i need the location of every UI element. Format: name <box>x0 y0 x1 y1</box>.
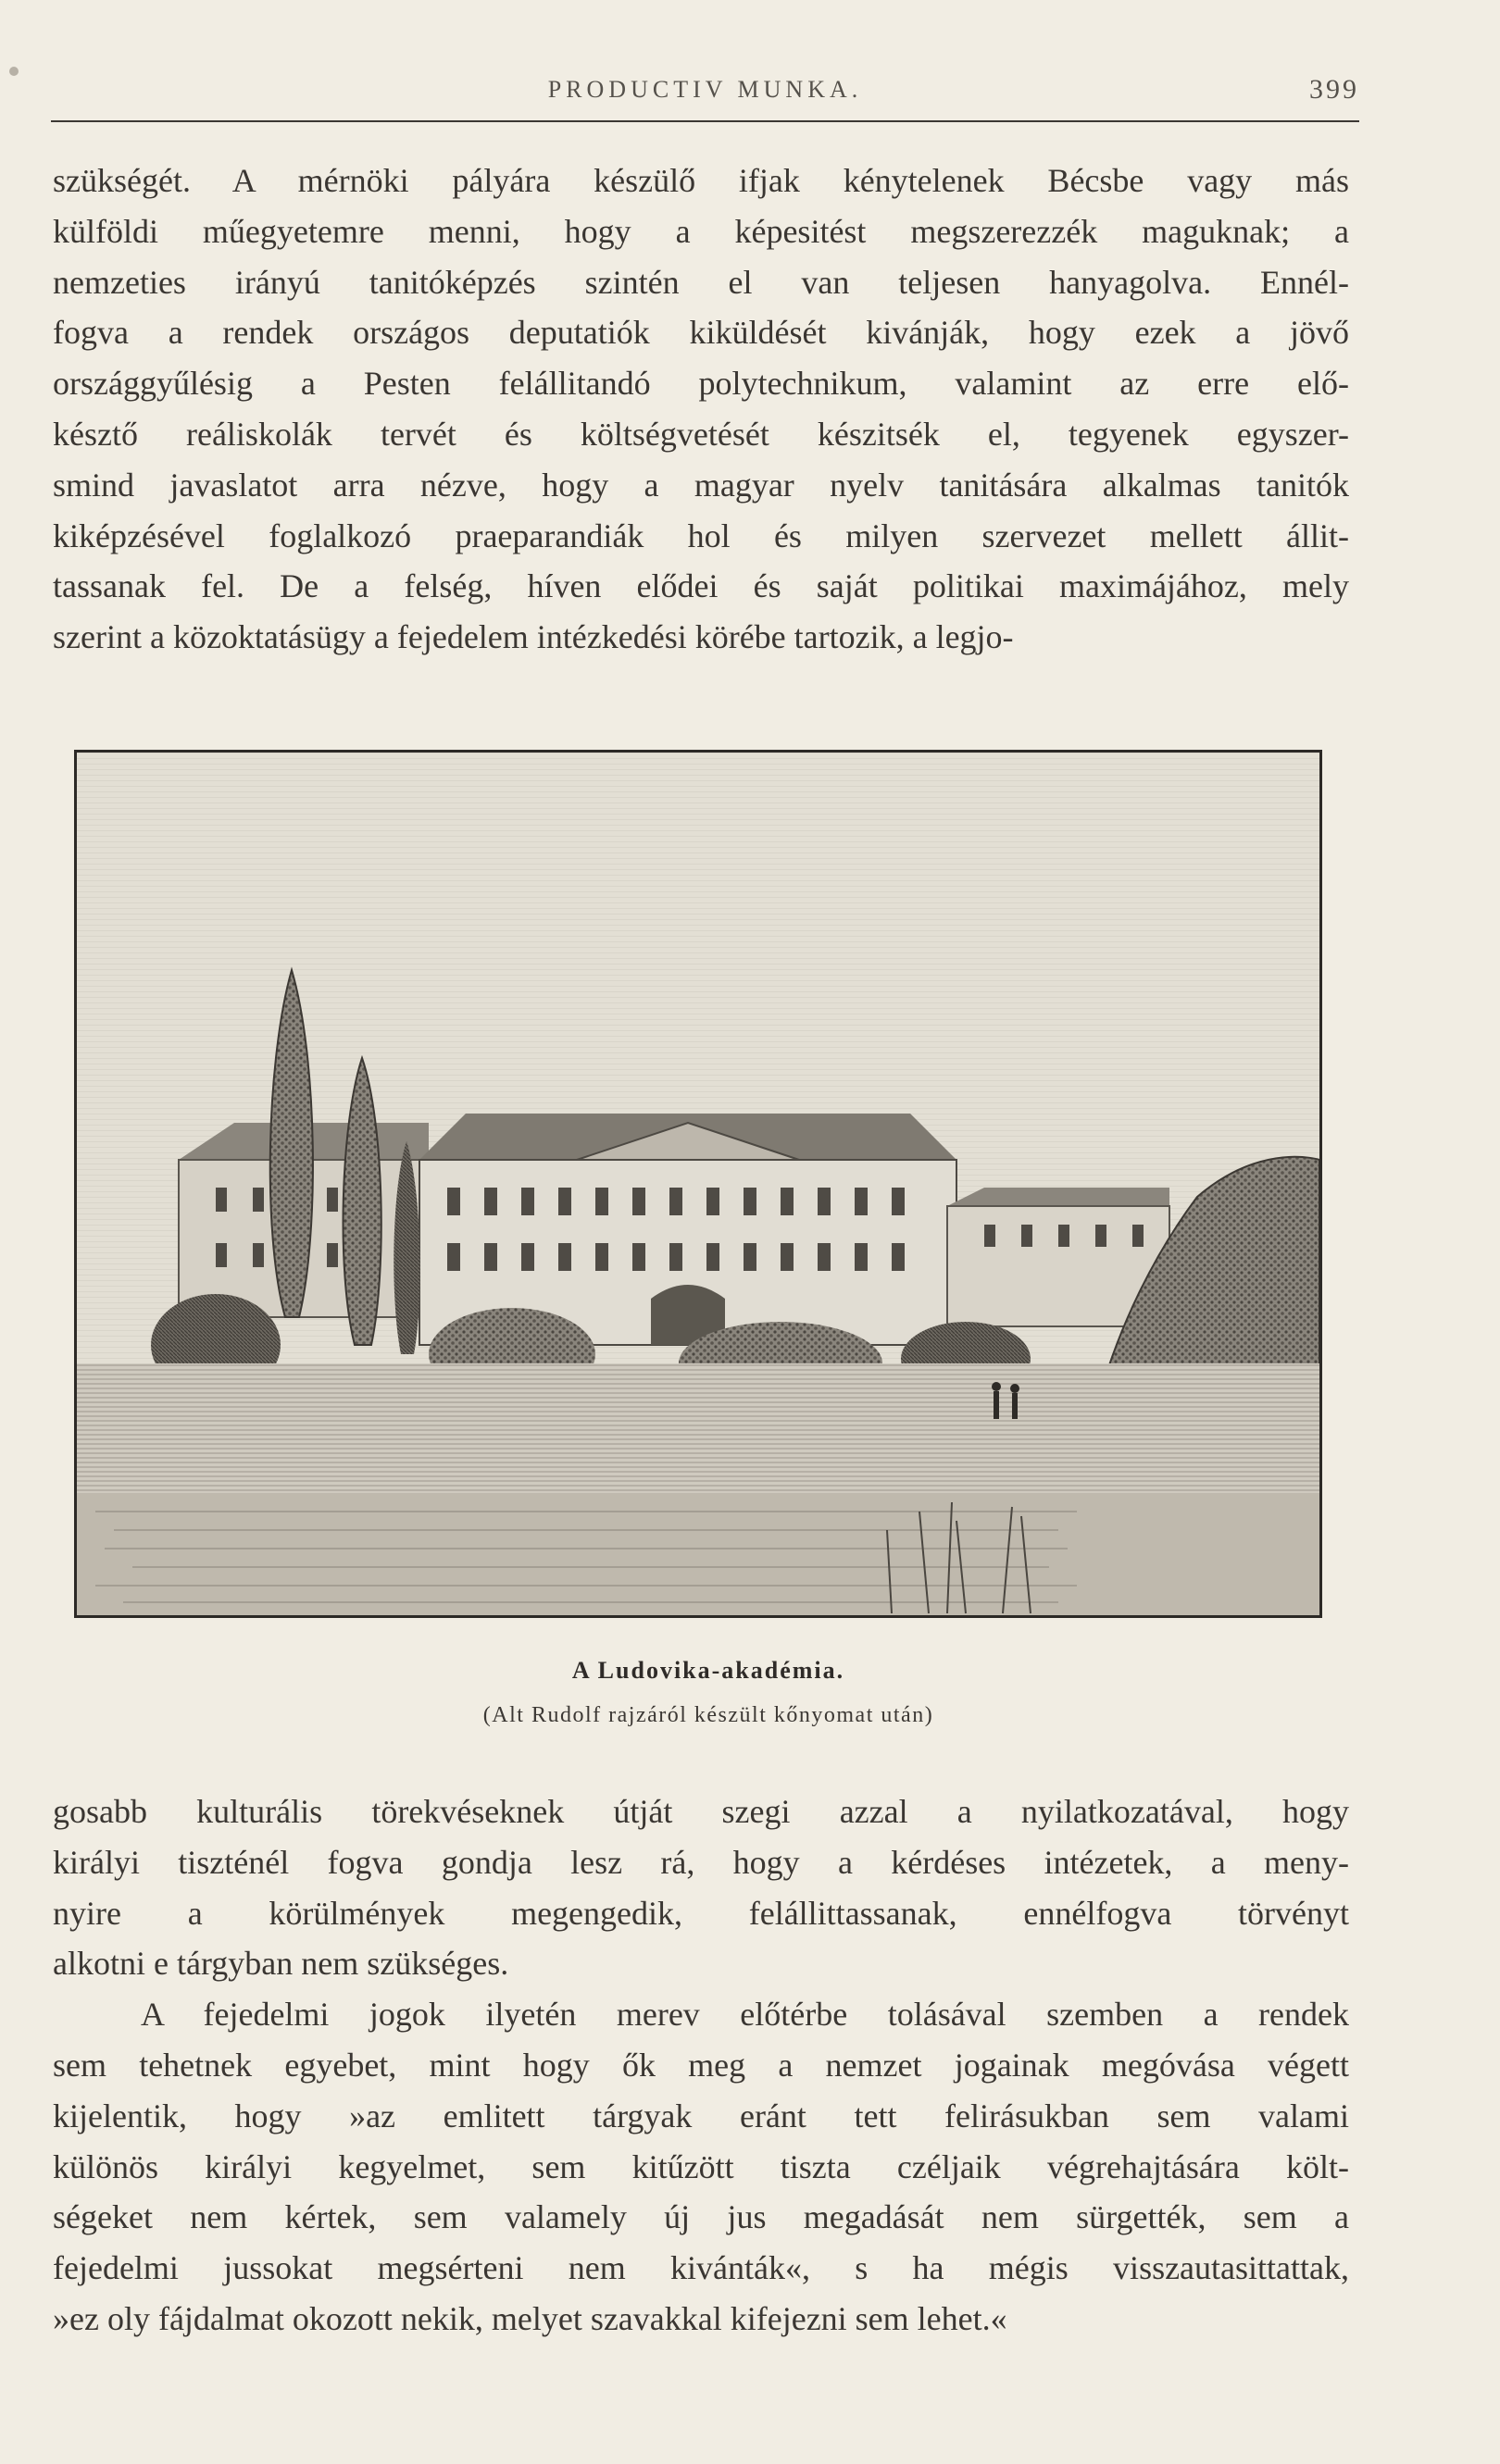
lawn <box>77 1363 1319 1512</box>
text-line: késztő reáliskolák tervét és költségvetését készitsék el, tegyenek egyszer- <box>53 415 1349 453</box>
text-line: különös királyi kegyelmet, sem kitűzött tiszta czéljaik végrehajtására költ- <box>53 2147 1349 2185</box>
text-line: nyire a körülmények megengedik, felállittassanak, ennélfogva törvényt <box>53 1894 1349 1932</box>
text-line: kijelentik, hogy »az emlitett tárgyak eránt tett felirásukban sem valami <box>53 2097 1349 2134</box>
text-line: külföldi műegyetemre menni, hogy a képesitést megszerezzék maguknak; a <box>53 212 1349 250</box>
text-line: smind javaslatot arra nézve, hogy a magyar nyelv tanitására alkalmas tanitók <box>53 466 1349 504</box>
page-number: 399 <box>1309 74 1359 105</box>
text-line: ségeket nem kértek, sem valamely új jus megadását nem sürgették, sem a <box>53 2198 1349 2236</box>
text-line: fogva a rendek országos deputatiók kiküldését kivánják, hogy ezek a jövő <box>53 314 1349 352</box>
engraving-illustration <box>77 753 1319 1615</box>
engraving-ludovika-academy <box>74 750 1322 1618</box>
text-line: országgyűlésig a Pesten felállitandó polytechnikum, valamint az erre elő- <box>53 365 1349 403</box>
figure-caption-title: A Ludovika-akadémia. <box>571 1657 845 1684</box>
figure-caption-credit: (Alt Rudolf rajzáról készült kőnyomat után) <box>482 1703 934 1727</box>
running-title: PRODUCTIV MUNKA. <box>547 76 863 103</box>
text-line: gosabb kulturális törekvéseknek útját szegi azzal a nyilatkozatával, hogy <box>53 1793 1349 1830</box>
text-line: szükségét. A mérnöki pályára készülő ifjak kénytelenek Bécsbe vagy más <box>53 162 1349 199</box>
text-line: nemzeties irányú tanitóképzés szintén el van teljesen hanyagolva. Ennél- <box>53 263 1349 301</box>
text-block-top <box>53 156 1349 663</box>
text-line: kiképzésével foglalkozó praeparandiák hol és milyen szervezet mellett állit- <box>53 516 1349 554</box>
text-line: szerint a közoktatásügy a fejedelem intézkedési körébe tartozik, a legjo- <box>53 618 1014 656</box>
text-block-bottom <box>53 1786 1349 2345</box>
text-line: alkotni e tárgyban nem szükséges. <box>53 1945 509 1983</box>
running-header <box>51 74 1359 122</box>
text-line: A fejedelmi jogok ilyetén merev előtérbe tolásával szemben a rendek <box>141 1996 1349 2034</box>
text-line: sem tehetnek egyebet, mint hogy ők meg a nemzet jogainak megóvása végett <box>53 2046 1349 2084</box>
margin-mark <box>9 67 19 76</box>
text-line: királyi tiszténél fogva gondja lesz rá, hogy a kérdéses intézetek, a meny- <box>53 1843 1349 1881</box>
text-line: tassanak fel. De a felség, híven elődei és saját politikai maximájához, mely <box>53 567 1349 605</box>
text-line: »ez oly fájdalmat okozott nekik, melyet szavakkal kifejezni sem lehet.« <box>53 2299 1007 2337</box>
text-line: fejedelmi jussokat megsérteni nem kivánták«, s ha mégis visszautasittattak, <box>53 2249 1349 2287</box>
